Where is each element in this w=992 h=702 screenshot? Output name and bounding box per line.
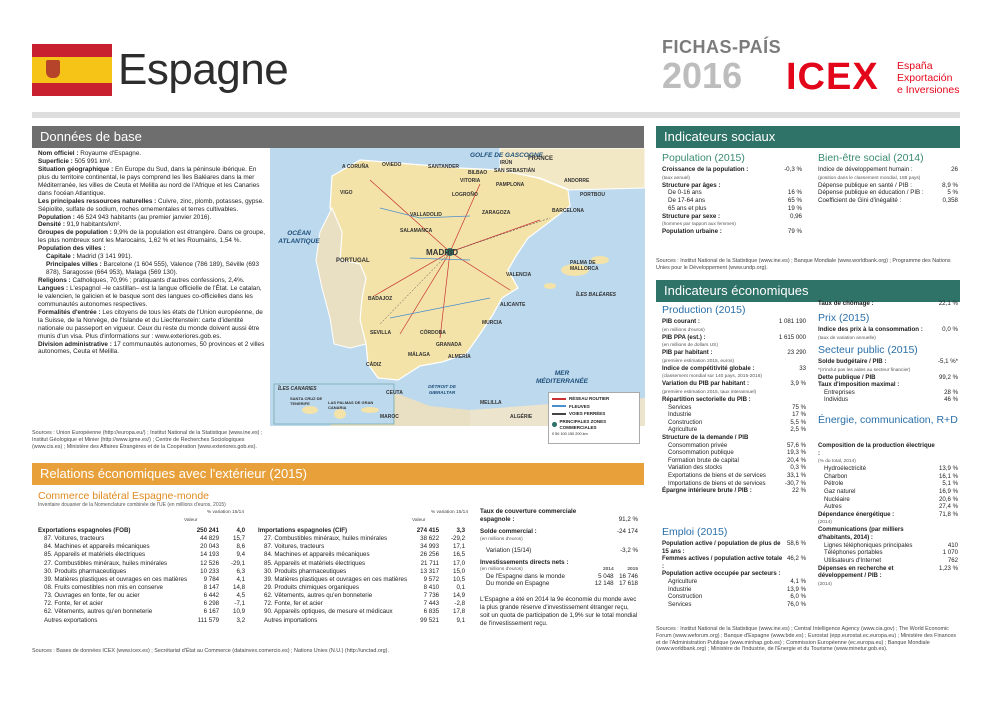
indicator-row: Lignes téléphoniques principales 410 [824,541,958,549]
secteur-public-table [818,358,958,404]
eco-sources: Sources : Institut National de la Statistique (www.ine.es) ; Central Intelligence Agency (www.cia.gov) ; The World Economic Forum (www.weforum.org) ; Banque d'Espagne (www.bde.es) ; Eurostat (epp.eurostat.ec.europa.eu) ; Ministère des Finances et de l'Administration Publique (www.minhap.gob.es) ; Commission Européenne (ec.europa.eu) ; Banque Mondiale (www.worldbank.org) ; Ministère de l'Industrie, de l'Énergie et du Tourisme (www.minetur.gob.es). [656,626,957,653]
indicator-row: Utilisateurs d'Internet 762 [824,556,958,564]
population-table [662,166,802,236]
basics-text [38,150,266,356]
indicator-row: Hydroélectricité 13,9 % [824,465,958,473]
exports-col-valeur: Valeur [184,518,198,523]
bien-etre-heading: Bien-être social (2014) [818,152,924,164]
basics-item: Nom officiel : Royaume d'Espagne. [38,150,142,157]
icex-logo-subtitle: España Exportación e Inversiones [897,60,960,97]
indicator-row: Téléphones portables 1 070 [824,549,958,557]
indicator-row: De 17-64 ans 65 % [668,197,802,205]
chomage-row: Taux de chômage : 22,1 % [818,300,958,307]
section-bar-relations: Relations économiques avec l'extérieur (2015) [32,463,644,485]
trade-row: 87. Voitures, tracteurs 44 829 15,7 [44,535,246,543]
indicator-row: Dette publique / PIB 99,2 % [818,373,958,381]
indicator-row: Population active / population de plus de 15 ans : 58,6 % [662,540,806,555]
trade-row: 72. Fonte, fer et acier 6 298 -7,1 [44,600,246,608]
indicator-row: Variation des stocks 0,3 % [668,464,806,472]
population-heading: Population (2015) [662,152,745,164]
social-sources: Sources : Institut National de la Statistique (www.ine.es) ; Banque Mondiale (www.worldbank.org) ; Programme des Nations Unies pour le Développement (www.undp.org). [656,258,951,271]
basics-item: Religions : Catholiques, 70,9% ; pratiquants d'autres confessions, 2,4%. [38,277,245,284]
indicator-row: Structure par sexe : (hommes par rapport aux femmes) 0,96 [662,212,802,228]
trade-side-panel: Taux de couverture commerciale espagnole : 91,2 % Solde commercial : (en millions d'euros) -24 174 Variation (15/14) -3,2 % Investissements directs nets : (en millions d'euros) 2014 2015 De l'Espagne dans le monde 5 048 16 746 Du monde en Espagne 12 148 17 618 L'Espagne a été en 2014 la 9e économie du monde avec la plus grande réserve d'investissement étranger reçu, soit un quota de participation de 1,9% sur le total mondial de l'investissement reçu. [480,508,638,628]
trade-row: 27. Combustibles minéraux, huiles minérales 12 526 -29,1 [44,559,246,567]
page-title: Espagne [118,45,289,94]
indicator-row: Agriculture 4,1 % [668,578,806,586]
basics-item: Population des villes : [38,245,106,253]
trade-row: 39. Matières plastiques et ouvrages en ces matières 9 572 10,5 [264,575,466,583]
indicator-row: Taux d'imposition maximal : [818,381,900,389]
trade-row: 30. Produits pharmaceutiques 13 317 15,0 [264,567,466,575]
indicator-row: Industrie 17 % [668,411,806,419]
exports-table [38,526,245,625]
indicator-row: Femmes actives / population active totale : 46,2 % [662,555,806,570]
indicator-row: Population urbaine : 79 % [662,228,802,236]
production-heading: Production (2015) [662,304,746,316]
indicator-row: Dépense publique en santé / PIB : 8,9 % [818,181,958,189]
basics-item: Population : 46 524 943 habitants (au premier janvier 2016). [38,213,212,221]
trade-row: Autres exportations 111 579 3,2 [44,616,246,624]
trade-row: 29. Produits chimiques organiques 8 410 0,1 [264,583,466,591]
indicator-row: De 0-16 ans 16 % [668,189,802,197]
edition-year: 2016 [662,55,743,96]
basics-item: Langues : L'espagnol –le castillan– est la langue officielle de l'État. Le catalan, le valencien, le galicien et le basque sont des langues co-officielles dans les communautés autonomes respectives. [38,284,262,308]
section-bar-donnees: Données de base [32,126,644,148]
indicator-row: Charbon 16,1 % [824,472,958,480]
indicator-row: Industrie 13,9 % [668,585,806,593]
trade-row: 90. Appareils optiques, de mesure et médicaux 6 835 17,8 [264,608,466,616]
indicator-row: Services 76,0 % [668,600,806,608]
section-bar-eco: Indicateurs économiques [656,280,960,302]
imports-col-var: % variation 15/14 [430,510,468,515]
indicator-row: Agriculture 2,5 % [668,426,806,434]
basics-item: Capitale : Madrid (3 141 991). [46,253,133,261]
indicator-row: Importations de biens et de services -30,7 % [668,479,806,487]
exports-col-var: % variation 15/14 [206,510,244,515]
indicator-row: Gaz naturel 16,9 % [824,488,958,496]
trade-row: 87. Voitures, tracteurs 34 993 17,1 [264,543,466,551]
trade-row: 84. Machines et appareils mécaniques 20 043 8,6 [44,543,246,551]
indicator-row: Dépendance énergétique : (2014) 71,8 % [818,510,958,526]
indicator-row: Formation brute de capital 20,4 % [668,456,806,464]
indicator-row: Épargne intérieure brute / PIB : 22 % [662,487,806,495]
basics-item: Situation géographique : En Europe du Sud, dans la péninsule ibérique. En plus du territoire continental, le pays comprend les îles Baléares dans la mer Méditerranée, les villes de Ceuta et Melilla au nord de l'Afrique et les Canaries dans l'océan Atlantique. [38,165,260,197]
trade-row: 84. Machines et appareils mécaniques 26 256 16,5 [264,551,466,559]
indicator-row: Individus 46 % [824,396,958,404]
icex-logo: ICEX [786,56,879,98]
indicator-row: Indice de développement humain : (position dans le classement mondial, 188 pays) 26 [818,166,958,181]
prix-heading: Prix (2015) [818,312,870,324]
indicator-row: Indice de compétitivité globale : (classement mondial sur 140 pays, 2015-2016) 33 [662,364,806,380]
indicator-row: Consommation privée 57,6 % [668,441,806,449]
trade-row: Autres importations 99 521 9,1 [264,616,466,624]
indicator-row: PIB PPA (est.) : (en millions de dollars US) 1 615 000 [662,333,806,349]
indicator-row: Dépenses en recherche et développement / PIB : (2014) 1,23 % [818,564,958,587]
indicator-row: Consommation publique 19,3 % [668,449,806,457]
indicator-row: Coefficient de Gini d'inégalité : 0,358 [818,197,958,205]
indicator-row: Composition de la production électrique : (% du total, 2014) [818,442,935,465]
basics-item: Groupes de population : 9,9% de la population est étrangère. Dans ce groupe, les plus nombreux sont les Marocains, 1,62 % et les Roumains, 1,54 %. [38,229,265,245]
basics-item: Densité : 91,9 habitants/km². [38,221,122,229]
indicator-row: Croissance de la population : (taux annuel) -0,3 % [662,166,802,181]
basics-item: Division administrative : 17 communautés autonomes, 50 provinces et 2 villes autonomes, Ceuta et Melilla. [38,340,265,356]
trade-row: 08. Fruits comestibles non mis en conserve 8 147 14,8 [44,583,246,591]
energie-heading: Énergie, communication, R+D [818,414,958,426]
indicator-row: Autres 27,4 % [824,503,958,511]
emploi-heading: Emploi (2015) [662,526,728,538]
indicator-row: Construction 6,0 % [668,593,806,601]
basics-item: Principales villes : Barcelone (1 604 555), Valence (786 189), Séville (693 878), Saragosse (664 953), Malaga (569 130). [46,261,260,277]
commerce-heading: Commerce bilatéral Espagne-monde [38,490,209,502]
trade-row: 72. Fonte, fer et acier 7 443 -2,8 [264,600,466,608]
indicator-row: Dépense publique en éducation / PIB : 5 % [818,189,958,197]
indicator-row: PIB courant : (en millions d'euros) 1 081 190 [662,318,806,333]
indicator-row: Services 75 % [668,403,806,411]
energie-table [818,442,958,588]
indicator-row: Construction 5,5 % [668,418,806,426]
spain-map: GOLFE DE GASCOGNE OCÉAN ATLANTIQUE MER MÉDITERRANÉE DÉTROIT DE GIBRALTAR FRANCE PORTUGAL ANDORRE MAROC ALGÉRIE A CORUÑA OVIEDO SANTANDER BILBAO SAN SEBASTIÁN VITORIA PAMPLONA LOGROÑO VIGO VALLADOLID ZARAGOZA BARCELONA SALAMANCA MADRID VALENCIA PALMA DE MALLORCA BADAJOZ ALICANTE MURCIA CÓRDOBA SEVILLA GRANADA MÁLAGA ALMERÍA CÁDIZ CEUTA MELILLA PORTBOU IRÚN ÎLES BALÉARES ÎLES CANARIES SANTA CRUZ DE TENERIFE LAS PALMAS DE GRAN CANARIA [270,148,645,426]
basics-item: Formalités d'entrée : Les citoyens de tous les états de l'Union européenne, de la Suisse, de la Norvège, de l'Islande et du Liechtenstein: carte d'identité nationale ou passeport en vigueur. Ceux du reste du monde doivent aussi être munis d'un visa. Plus d'informations sur : www.exteriores.gob.es. [38,308,263,340]
section-bar-social: Indicateurs sociaux [656,126,960,148]
header-divider [32,112,960,118]
secteur-public-heading: Secteur public (2015) [818,344,918,356]
indicator-row: Variation du PIB par habitant : (première estimation 2015, taux interannuel) 3,9 % [662,380,806,395]
coat-of-arms-icon [46,60,60,78]
imports-table [258,526,465,625]
trade-row: Exportations espagnoles (FOB) 250 241 4,0 [38,527,246,534]
trade-row: 30. Produits pharmaceutiques 10 233 6,3 [44,567,246,575]
emploi-table [662,540,806,608]
indicator-row: PIB par habitant : (première estimation 2015, euros) 23 290 [662,349,806,364]
bien-etre-table [818,166,958,205]
production-table [662,318,806,495]
indicator-row: 65 ans et plus 19 % [668,204,802,212]
imports-col-valeur: Valeur [412,518,426,523]
trade-row: 62. Vêtements, autres qu'en bonneterie 6 167 10,9 [44,608,246,616]
indicator-row: Solde budgétaire / PIB : *(n'inclut pas les aides au secteur financier) -5,1 %* [818,358,958,373]
trade-row: Importations espagnoles (CIF) 274 415 3,3 [258,527,466,534]
indicator-row: Communications (par milliers d'habitants, 2014) : [818,526,904,542]
trade-row: 85. Appareils et matériels électriques 14 193 9,4 [44,551,246,559]
series-label: FICHAS-PAÍS [662,37,782,57]
indicator-row: Exportations de biens et de services 33,1 % [668,472,806,480]
trade-row: 27. Combustibles minéraux, huiles minérales 38 622 -29,2 [264,535,466,543]
indicator-row: Structure par âges : [662,181,721,189]
basics-item: Superficie : 505 991 km². [38,157,112,165]
indicator-row: Entreprises 28 % [824,388,958,396]
trade-row: 62. Vêtements, autres qu'en bonneterie 7 736 14,9 [264,592,466,600]
map-legend: RÉSEAU ROUTIER FLEUVES VOIES FERRÉES PRINCIPALES ZONES COMMERCIALES 0 50 100 150 200 km [548,392,640,444]
trade-row: 39. Matières plastiques et ouvrages en ces matières 9 784 4,1 [44,575,246,583]
prix-table: Indice des prix à la consommation : (taux de variation annuelle) 0,0 % [818,326,958,341]
indicator-row: Structure de la demande / PIB [662,434,749,442]
trade-row: 85. Appareils et matériels électriques 21 711 17,0 [264,559,466,567]
commerce-note: Inventaire douanier de la Nomenclature combinée de l'UE (en millions d'euros, 2015) [38,502,226,508]
basics-item: Les principales ressources naturelles : Cuivre, zinc, plomb, potasses, gypse. Sépiolite, sulfate de sodium, roches ornementales et terres cultivables. [38,197,264,213]
indicator-row: Nucléaire 20,6 % [824,495,958,503]
relations-sources: Sources : Bases de données ICEX (www.icex.es) ; Secrétariat d'État au Commerce (datainvex.comercio.es) ; Nations Unies (N.U.) (http://unctad.org). [32,648,389,654]
indicator-row: Population active occupée par secteurs : [662,570,781,578]
indicator-row: Répartition sectorielle du PIB : [662,395,751,403]
basics-sources: Sources : Union Européenne (http://europa.eu/) ; Institut National de la Statistique (www.ine.es) ; Institut Géologique et Minier (http://www.igme.es/) ; Centre de Recherches Sociologiques (www.cis.es) ; Ministère des Affaires Étrangères et de la Coopération (www.exteriores.gob.es). [32,430,263,450]
spain-flag [32,44,112,96]
indicator-row: Pétrole 5,1 % [824,480,958,488]
trade-row: 73. Ouvrages en fonte, fer ou acier 6 442 4,5 [44,592,246,600]
